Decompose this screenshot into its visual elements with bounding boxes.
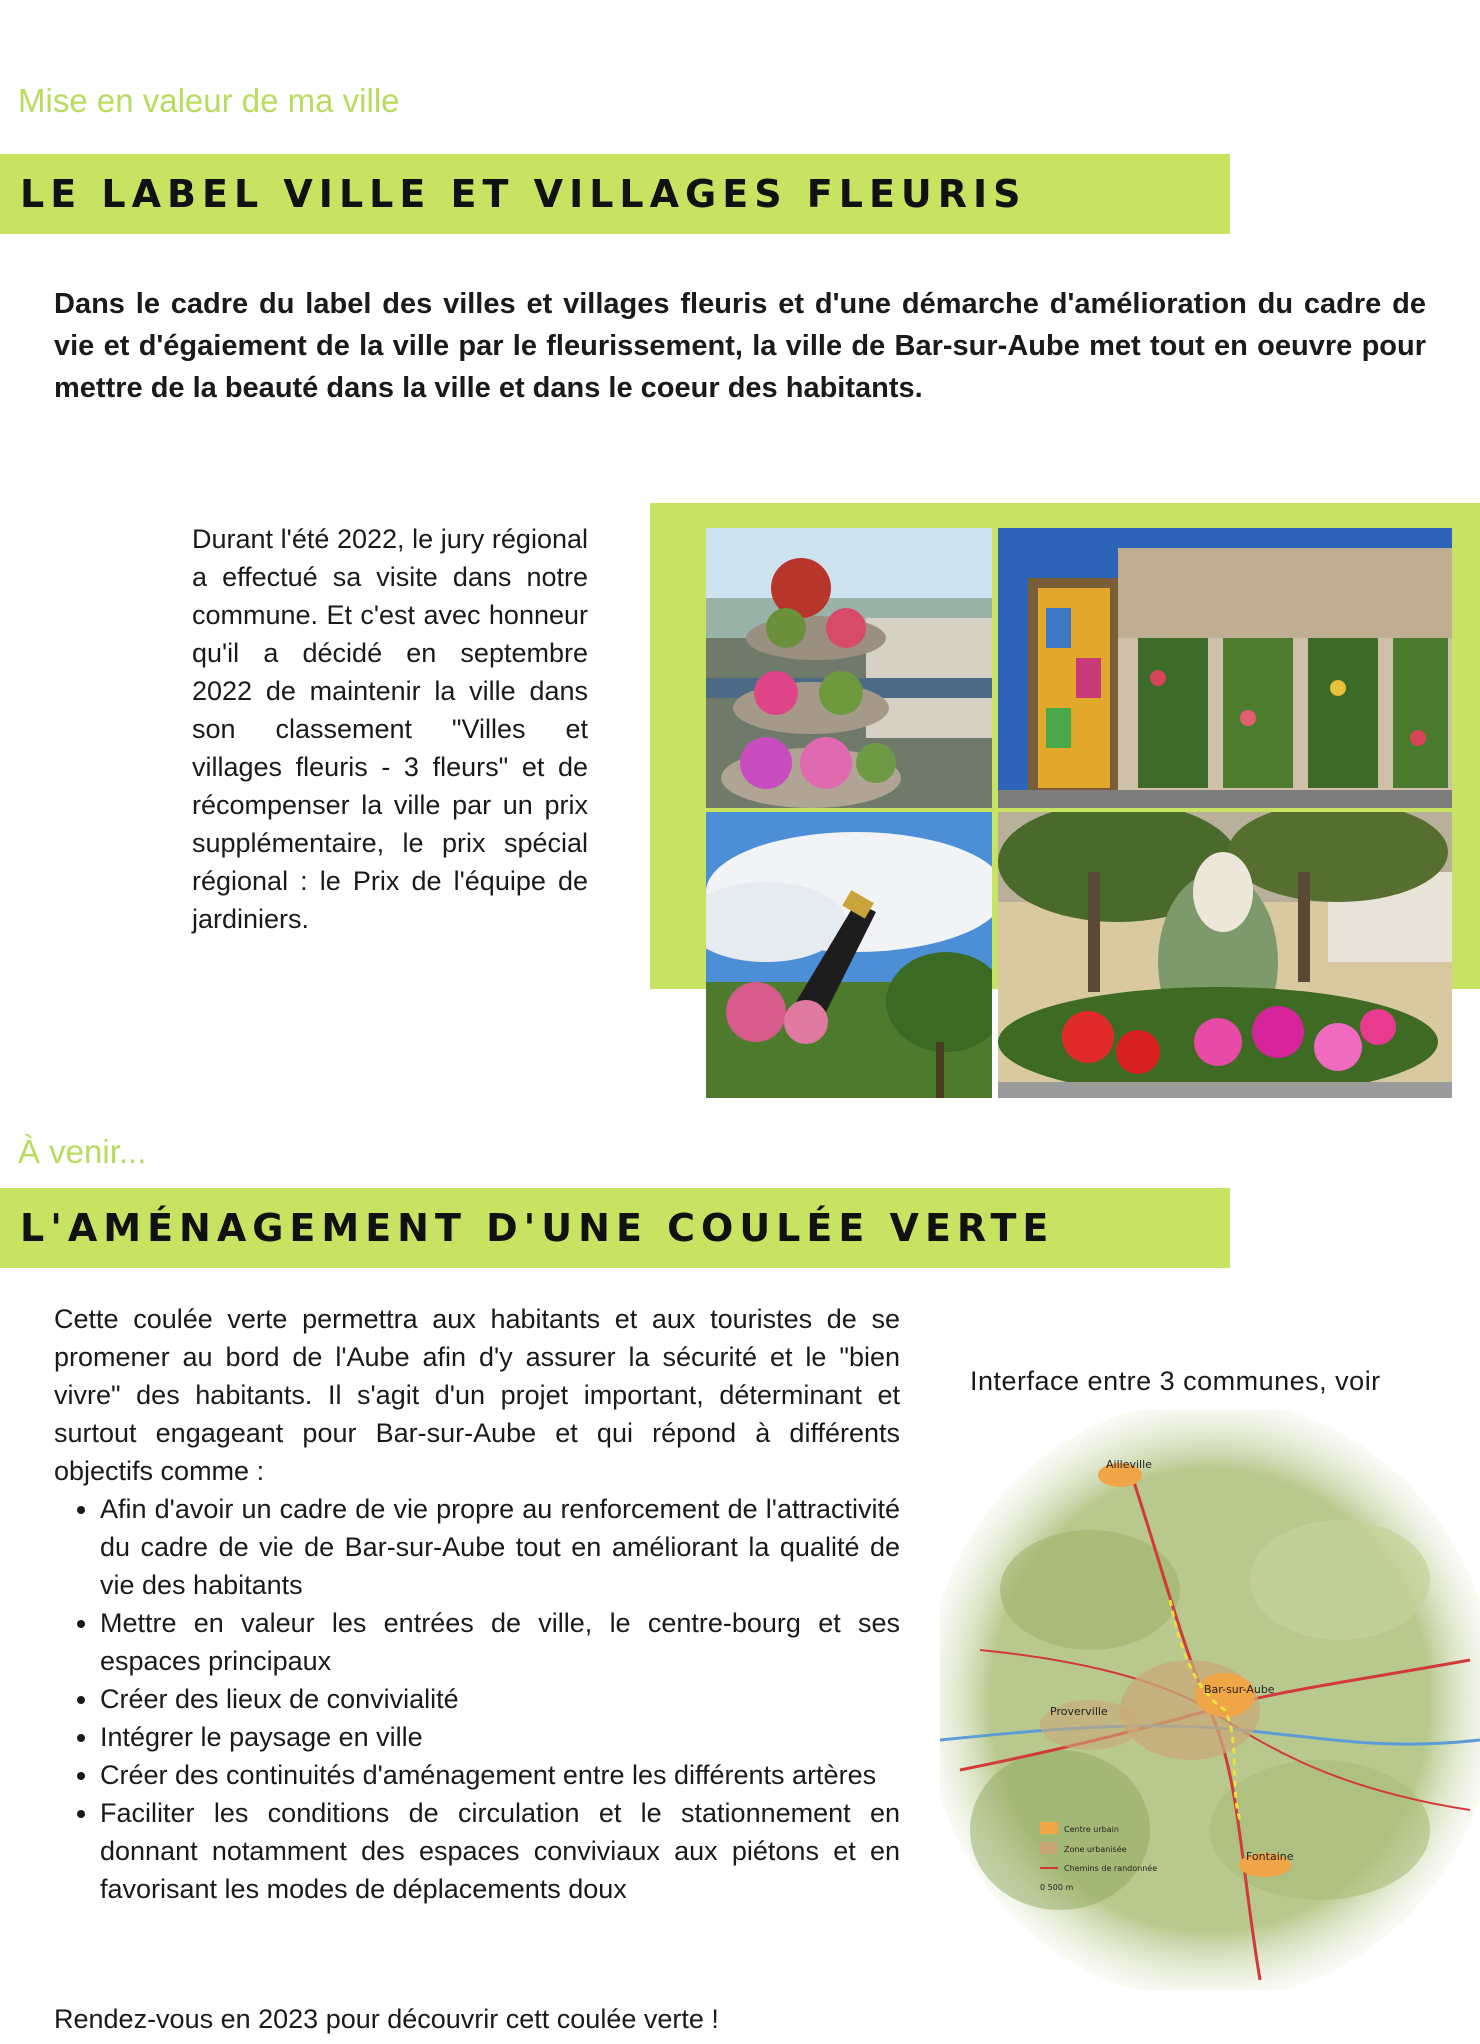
- closing-line: Rendez-vous en 2023 pour découvrir cett coulée verte !: [54, 2004, 719, 2034]
- section-kicker: Mise en valeur de ma ville: [18, 82, 400, 119]
- area-map: [940, 1410, 1480, 1990]
- photo-flower-bed: [998, 812, 1452, 1098]
- section2-title: L'AMÉNAGEMENT D'UNE COULÉE VERTE: [20, 1206, 1055, 1250]
- section-title-band: [0, 154, 1230, 234]
- objective-item: • Créer des lieux de convivialité: [100, 1680, 900, 1718]
- jury-paragraph: Durant l'été 2022, le jury régional a effectué sa visite dans notre commune. Et c'est avec honneur qu'il a décidé en septembre 2022 de maintenir la ville dans son classement "Villes et villages fleuris - 3 fleurs" et de récompenser la ville par un prix supplémentaire, le prix spécial régional : le Prix de l'équipe de jardiniers.: [192, 524, 588, 934]
- objective-item: • Créer des continuités d'aménagement entre les différents artères: [100, 1756, 900, 1794]
- objective-item: • Mettre en valeur les entrées de ville, le centre-bourg et ses espaces principaux: [100, 1604, 900, 1680]
- section2-title-band: [0, 1188, 1230, 1268]
- objectives-list: [54, 1490, 900, 1908]
- map-scale: 0 500 m: [1040, 1883, 1074, 1892]
- objective-item: • Afin d'avoir un cadre de vie propre au renforcement de l'attractivité du cadre de vie de Bar-sur-Aube tout en améliorant la qualité de vie des habitants: [100, 1490, 900, 1604]
- objective-item: • Faciliter les conditions de circulation et le stationnement en donnant notamment des espaces conviviaux aux piétons et en favorisant les modes de déplacements doux: [100, 1794, 900, 1908]
- legend-label-urbain: Centre urbain: [1064, 1825, 1119, 1834]
- map-label-ailleville: Ailleville: [1106, 1458, 1152, 1471]
- legend-label-zone: Zone urbanisée: [1064, 1845, 1127, 1854]
- legend-label-chemins: Chemins de randonnée: [1064, 1864, 1158, 1873]
- map-label-fontaine: Fontaine: [1246, 1850, 1294, 1863]
- coulee-verte-intro: Cette coulée verte permettra aux habitants et aux touristes de se promener au bord de l'Aube afin d'y assurer la sécurité et le "bien vivre" des habitants. Il s'agit d'un projet important, déterminant et surtout engageant pour Bar-sur-Aube et qui répond à différents objectifs comme :: [54, 1304, 900, 1486]
- legend-swatch-zone: [1040, 1842, 1058, 1854]
- section-title: LE LABEL VILLE ET VILLAGES FLEURIS: [20, 172, 1027, 216]
- lead-paragraph: Dans le cadre du label des villes et villages fleuris et d'une démarche d'amélioration du cadre de vie et d'égaiement de la ville par le fleurissement, la ville de Bar-sur-Aube met tout en oeuvre pour mettre de la beauté dans la ville et dans le coeur des habitants.: [54, 288, 1426, 404]
- coulee-verte-text: [54, 1300, 900, 1908]
- map-label-proverville: Proverville: [1050, 1705, 1108, 1718]
- objective-item: • Intégrer le paysage en ville: [100, 1718, 900, 1756]
- section2-kicker: À venir...: [18, 1133, 147, 1170]
- photo-vertical-garden: [998, 528, 1452, 808]
- map-label-bar-sur-aube: Bar-sur-Aube: [1204, 1683, 1275, 1696]
- map-caption: Interface entre 3 communes, voir: [970, 1366, 1381, 1396]
- photo-flower-tower: [706, 528, 992, 808]
- legend-swatch-urbain: [1040, 1822, 1058, 1834]
- photo-champagne-bottle: [706, 812, 992, 1098]
